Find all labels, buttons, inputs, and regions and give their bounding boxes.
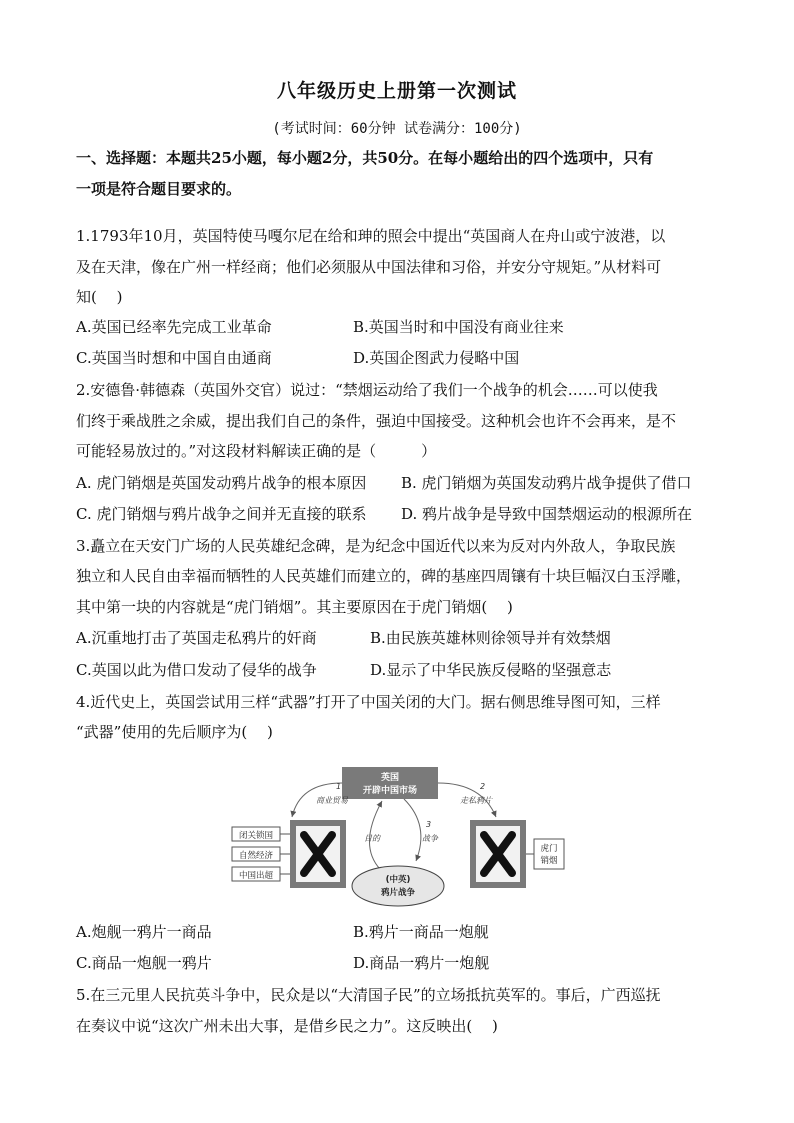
left-label-1: 闭关锁国 bbox=[238, 831, 274, 841]
question-3-option-a[interactable]: A.沉重地打击了英国走私鸦片的奸商 bbox=[76, 629, 317, 647]
right-label-line-2: 销烟 bbox=[540, 856, 558, 866]
arrow-1-label: 商业贸易 bbox=[316, 796, 348, 805]
question-1-option-d[interactable]: D.英国企图武力侵略中国 bbox=[353, 349, 520, 367]
question-1-option-a[interactable]: A.英国已经率先完成工业革命 bbox=[76, 318, 272, 336]
section-heading-line-1: 一、选择题：本题共25小题，每小题2分，共50分。在每小题给出的四个选项中，只有 bbox=[76, 149, 654, 167]
question-3-line-2: 独立和人民自由幸福而牺牲的人民英雄们而建立的，碑的基座四周镶有十块巨幅汉白玉浮雕， bbox=[76, 567, 692, 585]
question-2-option-c[interactable]: C. 虎门销烟与鸦片战争之间并无直接的联系 bbox=[76, 505, 367, 523]
question-2-option-d[interactable]: D. 鸦片战争是导致中国禁烟运动的根源所在 bbox=[401, 505, 693, 523]
left-label-2: 自然经济 bbox=[238, 851, 274, 861]
ellipse-line-1: (中英) bbox=[385, 875, 411, 885]
left-label-3: 中国出超 bbox=[238, 871, 274, 881]
question-3-line-1: 3.矗立在天安门广场的人民英雄纪念碑，是为纪念中国近代以来为反对内外敌人，争取民族 bbox=[76, 537, 676, 555]
section-heading-line-2: 一项是符合题目要求的。 bbox=[76, 180, 242, 198]
arrow-3-label: 战争 bbox=[422, 834, 438, 843]
arrow-3 bbox=[404, 799, 421, 861]
question-2-line-3: 可能轻易放过的。”对这段材料解读正确的是（ ） bbox=[76, 442, 437, 460]
question-1-line-3: 知( ) bbox=[76, 288, 123, 306]
question-4-option-b[interactable]: B.鸦片一商品一炮舰 bbox=[353, 923, 489, 941]
arrow-1-number: 1 bbox=[336, 782, 342, 791]
england-box-title: 英国 bbox=[380, 773, 400, 783]
question-2-line-1: 2.安德鲁·韩德森（英国外交官）说过：“禁烟运动给了我们一个战争的机会……可以使我 bbox=[76, 381, 658, 399]
right-label-line-1: 虎门 bbox=[540, 844, 558, 854]
question-3-option-d[interactable]: D.显示了中华民族反侵略的坚强意志 bbox=[370, 661, 612, 679]
question-1-option-b[interactable]: B.英国当时和中国没有商业往来 bbox=[353, 318, 564, 336]
arrow-3-number: 3 bbox=[426, 820, 432, 829]
question-2-line-2: 们终于乘战胜之余威，提出我们自己的条件，强迫中国接受。这种机会也许不会再来，是不 bbox=[76, 412, 677, 430]
purpose-label: 目的 bbox=[364, 834, 380, 843]
exam-info: (考试时间：60分钟 试卷满分：100分) bbox=[272, 121, 522, 137]
question-1-line-1: 1.1793年10月，英国特使马嘎尔尼在给和珅的照会中提出“英国商人在舟山或宁波港，以 bbox=[76, 227, 666, 245]
england-box-goal: 开辟中国市场 bbox=[362, 786, 418, 796]
question-5-line-2: 在奏议中说“这次广州未出大事，是借乡民之力”。这反映出( ) bbox=[76, 1017, 498, 1035]
question-4-option-a[interactable]: A.炮舰一鸦片一商品 bbox=[76, 923, 212, 941]
opium-war-ellipse bbox=[352, 866, 444, 906]
mind-map-diagram bbox=[230, 765, 566, 910]
page-title: 八年级历史上册第一次测试 bbox=[276, 80, 517, 102]
question-4-option-c[interactable]: C.商品一炮舰一鸦片 bbox=[76, 954, 212, 972]
question-4-line-2: “武器”使用的先后顺序为( ) bbox=[76, 723, 273, 741]
arrow-2-label: 走私鸦片 bbox=[460, 796, 492, 805]
question-3-option-c[interactable]: C.英国以此为借口发动了侵华的战争 bbox=[76, 661, 317, 679]
question-3-line-3: 其中第一块的内容就是“虎门销烟”。其主要原因在于虎门销烟( ) bbox=[76, 598, 513, 616]
question-2-option-a[interactable]: A. 虎门销烟是英国发动鸦片战争的根本原因 bbox=[76, 474, 367, 492]
question-4-option-d[interactable]: D.商品一鸦片一炮舰 bbox=[353, 954, 490, 972]
question-4-line-1: 4.近代史上，英国尝试用三样“武器”打开了中国关闭的大门。据右侧思维导图可知，三样 bbox=[76, 693, 661, 711]
question-2-option-b[interactable]: B. 虎门销烟为英国发动鸦片战争提供了借口 bbox=[401, 474, 692, 492]
arrow-2-number: 2 bbox=[480, 782, 486, 791]
question-1-line-2: 及在天津，像在广州一样经商；他们必须服从中国法律和习俗，并安分守规矩。”从材料可 bbox=[76, 258, 662, 276]
question-3-option-b[interactable]: B.由民族英雄林则徐领导并有效禁烟 bbox=[370, 629, 611, 647]
question-1-option-c[interactable]: C.英国当时想和中国自由通商 bbox=[76, 349, 272, 367]
question-5-line-1: 5.在三元里人民抗英斗争中，民众是以“大清国子民”的立场抵抗英军的。事后，广西巡抚 bbox=[76, 986, 661, 1004]
ellipse-line-2: 鸦片战争 bbox=[380, 888, 416, 898]
